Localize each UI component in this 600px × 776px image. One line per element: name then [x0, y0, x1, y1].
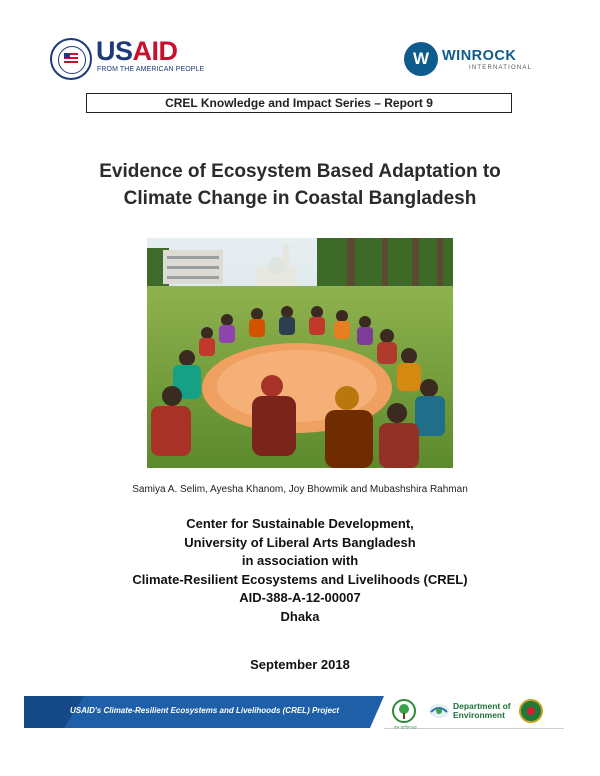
institution-line-2: University of Liberal Arts Bangladesh: [184, 534, 416, 550]
usaid-wordmark: USAID: [96, 36, 178, 66]
department-of-environment-logo: [453, 702, 511, 719]
institution-line-4: Climate-Resilient Ecosystems and Livelihoods (CREL): [132, 571, 468, 587]
winrock-subtitle: INTERNATIONAL: [469, 65, 533, 71]
institution-line-5: AID-388-A-12-00007: [239, 590, 361, 605]
institution-line-1: Center for Sustainable Development,: [186, 516, 414, 531]
authors: Samiya A. Selim, Ayesha Khanom, Joy Bhowmik and Mubashshira Rahman: [132, 484, 468, 495]
series-label: CREL Knowledge and Impact Series – Report 9: [86, 93, 512, 113]
forest-department-logo-icon: [392, 699, 416, 723]
bangladesh-government-emblem-icon: [519, 699, 543, 723]
cover-photo: [147, 238, 453, 468]
usaid-tagline: FROM THE AMERICAN PEOPLE: [97, 66, 205, 73]
institution-line-3: in association with: [241, 553, 359, 568]
winrock-logo: [404, 42, 534, 78]
doe-line-1: Department of: [453, 701, 511, 711]
report-title-line-1: Evidence of Ecosystem Based Adaptation to: [99, 161, 501, 182]
institution-line-6: Dhaka: [280, 608, 320, 624]
report-title: [40, 158, 560, 212]
footer-project-label: USAID's Climate-Resilient Ecosystems and Livelihoods (CREL) Project: [70, 706, 340, 715]
forest-department-caption: বন অধিদপ্তর: [394, 725, 417, 730]
usaid-seal-icon: [50, 38, 92, 80]
winrock-mark-icon: W: [404, 42, 438, 76]
report-title-line-2: Climate Change in Coastal Bangladesh: [123, 188, 477, 209]
winrock-name: WINROCK: [442, 48, 517, 64]
doe-line-2: Environment: [453, 709, 505, 720]
community-meeting-photo: [147, 238, 453, 468]
institution-block: [40, 515, 560, 626]
department-of-environment-icon: [428, 702, 450, 720]
publication-date: September 2018: [250, 657, 350, 672]
usaid-logo: [50, 36, 205, 82]
